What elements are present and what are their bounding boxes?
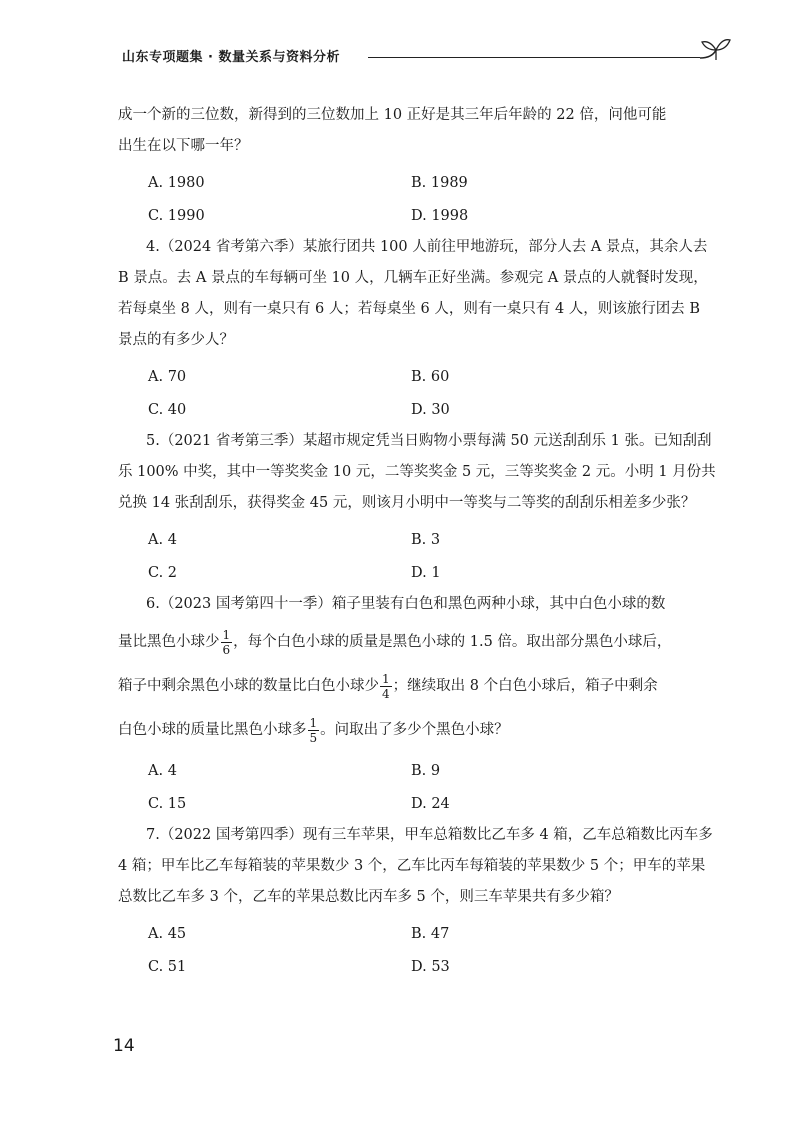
- q7-stem: 7.（2022 国考第四季）现有三车苹果，甲车总箱数比乙车多 4 箱，乙车总箱数比丙车多 4 箱；甲车比乙车每箱装的苹果数少 3 个，乙车比丙车每箱装的苹果数少 5 个；甲车的苹果总数比乙车多 3 个，乙车的苹果总数比丙车多 5 个，则三车苹果共有多少箱？: [118, 827, 713, 905]
- q3-line1: 成一个新的三位数，新得到的三位数加上 10 正好是其三年后年龄的 22 倍，问他可能: [118, 107, 667, 123]
- q6-option-a[interactable]: A. 4: [148, 763, 177, 779]
- q3-line2: 出生在以下哪一年？: [118, 138, 249, 154]
- fraction-numerator: 1: [309, 715, 318, 730]
- q7-options-row1: [148, 919, 718, 950]
- fraction-denominator: 4: [382, 686, 390, 701]
- fraction-denominator: 5: [309, 730, 318, 745]
- q5-option-a[interactable]: A. 4: [148, 532, 177, 548]
- q6-line3: [118, 664, 718, 708]
- q3-option-b[interactable]: B. 1989: [411, 175, 468, 191]
- q6-line4: [118, 708, 718, 752]
- q5-option-b[interactable]: B. 3: [411, 532, 441, 548]
- q5-option-d[interactable]: D. 1: [411, 565, 441, 581]
- q6-line2-a: 量比黑色小球少: [118, 634, 220, 650]
- q6-option-b[interactable]: B. 9: [411, 763, 441, 779]
- q6-options-row1: [148, 756, 718, 787]
- fraction-one-sixth: [221, 628, 233, 657]
- q4-option-c[interactable]: C. 40: [148, 402, 187, 418]
- question-5: [118, 426, 718, 589]
- question-content: [118, 100, 718, 983]
- q3-option-a[interactable]: A. 1980: [148, 175, 205, 191]
- question-4: [118, 232, 718, 426]
- q6-option-c[interactable]: C. 15: [148, 796, 187, 812]
- q6-line2: [118, 620, 718, 664]
- header-rule: [368, 57, 700, 58]
- question-6: [118, 589, 718, 820]
- q6-line4-b: 。问取出了多少个黑色小球？: [320, 722, 509, 738]
- fraction-numerator: 1: [382, 671, 390, 686]
- page-header: [122, 44, 760, 68]
- fraction-numerator: 1: [222, 627, 231, 642]
- question-3: [118, 100, 718, 232]
- q3-options-row1: [148, 168, 718, 199]
- fraction-denominator: 6: [222, 642, 231, 657]
- fraction-one-fifth: [308, 716, 320, 745]
- q5-stem: 5.（2021 省考第三季）某超市规定凭当日购物小票每满 50 元送刮刮乐 1 张。已知刮刮乐 100% 中奖，其中一等奖奖金 10 元，二等奖奖金 5 元，三等奖奖金 2 元。小明 1 月份共兑换 14 张刮刮乐，获得奖金 45 元，则该月小明中一等奖与二等奖的刮刮乐相差多少张？: [118, 433, 716, 511]
- q3-option-d[interactable]: D. 1998: [411, 208, 469, 224]
- q6-line4-a: 白色小球的质量比黑色小球多: [118, 722, 307, 738]
- q7-option-c[interactable]: C. 51: [148, 959, 187, 975]
- q6-option-d[interactable]: D. 24: [411, 796, 450, 812]
- header-title: 山东专项题集 · 数量关系与资料分析: [122, 50, 340, 65]
- sprout-icon: [698, 36, 732, 66]
- q5-option-c[interactable]: C. 2: [148, 565, 178, 581]
- q4-stem: 4.（2024 省考第六季）某旅行团共 100 人前往甲地游玩，部分人去 A 景点，其余人去 B 景点。去 A 景点的车每辆可坐 10 人，几辆车正好坐满。参观完 A 景点的人就餐时发现，若每桌坐 8 人，则有一桌只有 6 人；若每桌坐 6 人，则有一桌只有 4 人，则该旅行团去 B 景点的有多少人？: [118, 239, 708, 348]
- q4-options-row1: [148, 362, 718, 393]
- q5-options-row1: [148, 525, 718, 556]
- q7-option-a[interactable]: A. 45: [148, 926, 187, 942]
- q6-line3-b: ；继续取出 8 个白色小球后，箱子中剩余: [392, 678, 658, 694]
- q3-option-c[interactable]: C. 1990: [148, 208, 205, 224]
- q3-options-row2: [148, 201, 718, 232]
- q6-line2-b: ，每个白色小球的质量是黑色小球的 1.5 倍。取出部分黑色小球后，: [233, 634, 672, 650]
- q7-option-b[interactable]: B. 47: [411, 926, 450, 942]
- question-7: [118, 820, 718, 983]
- q4-option-d[interactable]: D. 30: [411, 402, 450, 418]
- q7-options-row2: [148, 952, 718, 983]
- q4-option-b[interactable]: B. 60: [411, 369, 450, 385]
- q7-option-d[interactable]: D. 53: [411, 959, 450, 975]
- q6-line3-a: 箱子中剩余黑色小球的数量比白色小球少: [118, 678, 379, 694]
- q5-options-row2: [148, 558, 718, 589]
- q6-line1: 6.（2023 国考第四十一季）箱子里装有白色和黑色两种小球，其中白色小球的数: [146, 596, 666, 612]
- q4-options-row2: [148, 395, 718, 426]
- q6-options-row2: [148, 789, 718, 820]
- q4-option-a[interactable]: A. 70: [148, 369, 187, 385]
- fraction-one-quarter: [380, 672, 392, 701]
- page-number: 14: [113, 1036, 135, 1056]
